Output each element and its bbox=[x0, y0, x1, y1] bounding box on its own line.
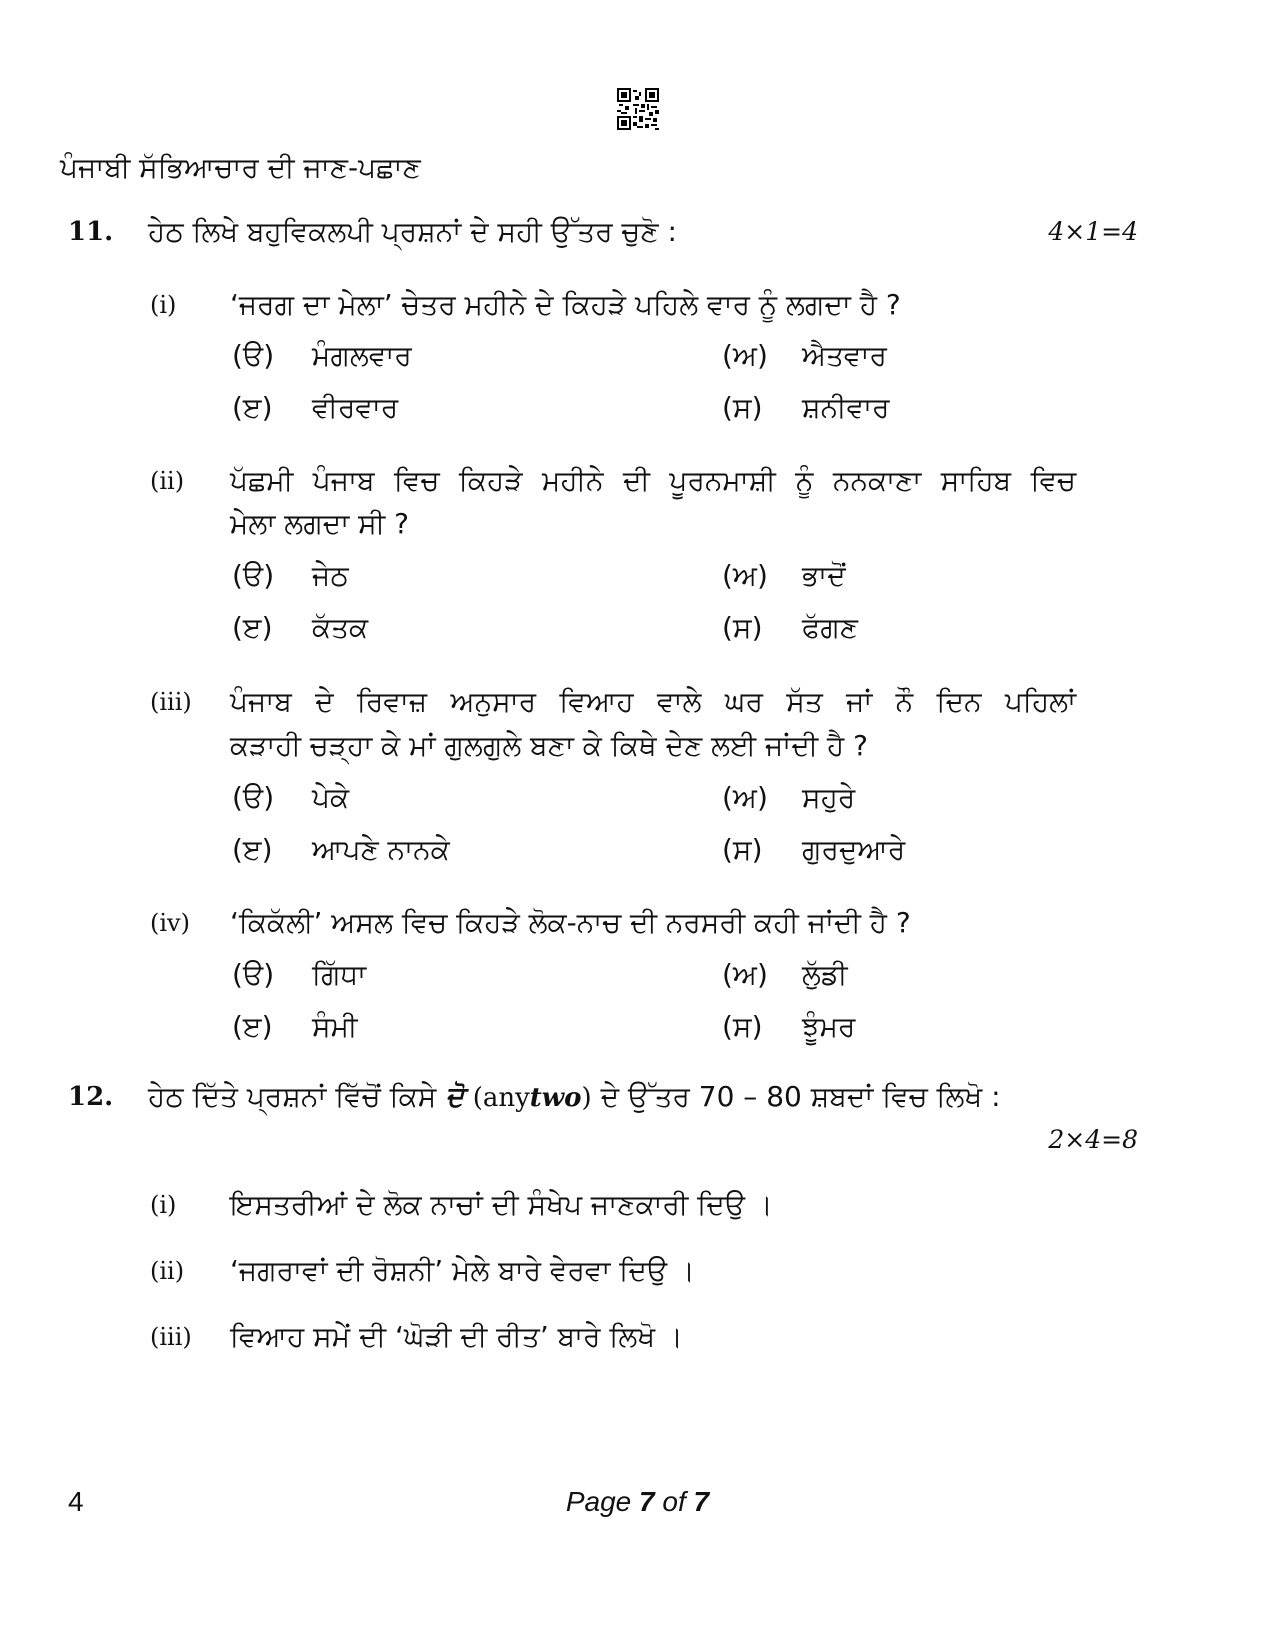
q12-i-roman: (i) bbox=[150, 1191, 177, 1219]
q11-iii-opt-d-label: (ਸ) bbox=[722, 833, 763, 866]
q11-iii-roman: (iii) bbox=[150, 688, 192, 716]
q12-close-paren: ) bbox=[581, 1083, 592, 1113]
q11-ii-opt-b-label: (ਅ) bbox=[722, 559, 768, 592]
qr-code bbox=[617, 88, 659, 130]
q11-iv-opt-b-label: (ਅ) bbox=[722, 958, 768, 991]
q11-i-roman: (i) bbox=[150, 291, 177, 319]
q11-i-opt-d-label: (ਸ) bbox=[722, 391, 763, 424]
q12-iii-text: ਵਿਆਹ ਸਮੇਂ ਦੀ ‘ਘੋੜੀ ਦੀ ਰੀਤ’ ਬਾਰੇ ਲਿਖੋ । bbox=[230, 1320, 683, 1353]
q11-iii-question-line1: ਪੰਜਾਬ ਦੇ ਰਿਵਾਜ਼ ਅਨੁਸਾਰ ਵਿਆਹ ਵਾਲੇ ਘਰ ਸੱਤ ਜਾਂ ਨੌ ਦਿਨ ਪਹਿਲਾਂ bbox=[230, 685, 1076, 718]
q11-ii-opt-c: ਕੱਤਕ bbox=[312, 611, 369, 644]
q11-ii-opt-a-label: (ੳ) bbox=[232, 559, 275, 592]
q12-number: 12. bbox=[68, 1082, 114, 1112]
q11-ii-opt-d-label: (ਸ) bbox=[722, 611, 763, 644]
q11-ii-question-line1: ਪੱਛਮੀ ਪੰਜਾਬ ਵਿਚ ਕਿਹੜੇ ਮਹੀਨੇ ਦੀ ਪੂਰਨਮਾਸ਼ੀ ਨੂੰ ਨਨਕਾਣਾ ਸਾਹਿਬ ਵਿਚ bbox=[230, 464, 1076, 497]
q11-iv-opt-a-label: (ੳ) bbox=[232, 958, 275, 991]
q12-two: two bbox=[529, 1083, 582, 1113]
q11-iii-opt-a-label: (ੳ) bbox=[232, 781, 275, 814]
q12-text-before: ਹੇਠ ਦਿੱਤੇ ਪ੍ਰਸ਼ਨਾਂ ਵਿੱਚੋਂ ਕਿਸੇ bbox=[148, 1080, 437, 1113]
q11-iii-question-line2: ਕੜਾਹੀ ਚੜ੍ਹਾ ਕੇ ਮਾਂ ਗੁਲਗੁਲੇ ਬਣਾ ਕੇ ਕਿਥੇ ਦੇਣ ਲਈ ਜਾਂਦੀ ਹੈ ? bbox=[230, 729, 869, 762]
q11-iii-opt-c-label: (ੲ) bbox=[232, 833, 273, 866]
q11-i-opt-c-label: (ੲ) bbox=[232, 391, 273, 424]
q12-ii-text: ‘ਜਗਰਾਵਾਂ ਦੀ ਰੋਸ਼ਨੀ’ ਮੇਲੇ ਬਾਰੇ ਵੇਰਵਾ ਦਿਉ । bbox=[230, 1254, 695, 1287]
q11-iv-opt-b: ਲੁੱਡੀ bbox=[802, 958, 848, 991]
footer-page-current: 7 bbox=[639, 1486, 655, 1517]
footer-page-total: 7 bbox=[693, 1486, 710, 1517]
q11-iv-opt-d-label: (ਸ) bbox=[722, 1010, 763, 1043]
q12-text-after: ਦੇ ਉੱਤਰ 70 – 80 ਸ਼ਬਦਾਂ ਵਿਚ ਲਿਖੋ : bbox=[600, 1080, 1001, 1113]
q12-ii-roman: (ii) bbox=[150, 1257, 185, 1285]
q11-iii-opt-a: ਪੇਕੇ bbox=[312, 781, 350, 814]
q11-iii-opt-c: ਆਪਣੇ ਨਾਨਕੇ bbox=[312, 833, 450, 866]
q11-number: 11. bbox=[68, 217, 114, 247]
q11-ii-opt-c-label: (ੲ) bbox=[232, 611, 273, 644]
q12-emph-two-pa: ਦੋ bbox=[445, 1080, 464, 1113]
q12-text bbox=[148, 1077, 1001, 1118]
q12-any: (any bbox=[472, 1083, 530, 1113]
q11-i-opt-c: ਵੀਰਵਾਰ bbox=[312, 391, 399, 424]
section-title: ਪੰਜਾਬੀ ਸੱਭਿਆਚਾਰ ਦੀ ਜਾਣ-ਪਛਾਣ bbox=[60, 151, 421, 184]
q11-ii-opt-b: ਭਾਦੋਂ bbox=[802, 559, 846, 592]
q11-iii-opt-b: ਸਹੁਰੇ bbox=[802, 781, 856, 814]
footer-code: 4 bbox=[68, 1486, 84, 1517]
q11-i-question: ‘ਜਰਗ ਦਾ ਮੇਲਾ’ ਚੇਤਰ ਮਹੀਨੇ ਦੇ ਕਿਹੜੇ ਪਹਿਲੇ ਵਾਰ ਨੂੰ ਲਗਦਾ ਹੈ ? bbox=[230, 288, 901, 321]
q11-iv-question: ‘ਕਿਕੱਲੀ’ ਅਸਲ ਵਿਚ ਕਿਹੜੇ ਲੋਕ-ਨਾਚ ਦੀ ਨਰਸਰੀ ਕਹੀ ਜਾਂਦੀ ਹੈ ? bbox=[230, 906, 911, 939]
q11-iii-opt-b-label: (ਅ) bbox=[722, 781, 768, 814]
q11-marks: 4×1=4 bbox=[1048, 217, 1138, 246]
q11-iv-opt-d: ਝੂੰਮਰ bbox=[802, 1010, 856, 1043]
q11-text: ਹੇਠ ਲਿਖੇ ਬਹੁਵਿਕਲਪੀ ਪ੍ਰਸ਼ਨਾਂ ਦੇ ਸਹੀ ਉੱਤਰ ਚੁਣੋ : bbox=[148, 215, 677, 248]
footer-page-indicator bbox=[0, 1486, 1275, 1518]
q12-i-text: ਇਸਤਰੀਆਂ ਦੇ ਲੋਕ ਨਾਚਾਂ ਦੀ ਸੰਖੇਪ ਜਾਣਕਾਰੀ ਦਿਉ । bbox=[230, 1188, 773, 1221]
q11-i-opt-a: ਮੰਗਲਵਾਰ bbox=[312, 339, 412, 372]
q11-i-opt-b-label: (ਅ) bbox=[722, 339, 768, 372]
q11-iv-opt-c-label: (ੲ) bbox=[232, 1010, 273, 1043]
q12-marks: 2×4=8 bbox=[1048, 1125, 1138, 1154]
q11-iv-opt-c: ਸੰਮੀ bbox=[312, 1010, 358, 1043]
q11-i-opt-d: ਸ਼ਨੀਵਾਰ bbox=[802, 391, 890, 424]
q11-iii-opt-d: ਗੁਰਦੁਆਰੇ bbox=[802, 833, 906, 866]
q11-ii-question-line2: ਮੇਲਾ ਲਗਦਾ ਸੀ ? bbox=[230, 507, 409, 540]
q11-i-opt-a-label: (ੳ) bbox=[232, 339, 275, 372]
footer-page-word: Page bbox=[565, 1486, 632, 1517]
footer-of-word: of bbox=[662, 1486, 686, 1517]
q11-iv-opt-a: ਗਿੱਧਾ bbox=[312, 958, 367, 991]
q11-iv-roman: (iv) bbox=[150, 909, 190, 937]
q11-ii-opt-d: ਫੱਗਣ bbox=[802, 611, 859, 644]
q11-ii-opt-a: ਜੇਠ bbox=[312, 559, 349, 592]
q12-iii-roman: (iii) bbox=[150, 1323, 192, 1351]
q11-i-opt-b: ਐਤਵਾਰ bbox=[802, 339, 887, 372]
q11-ii-roman: (ii) bbox=[150, 467, 185, 495]
